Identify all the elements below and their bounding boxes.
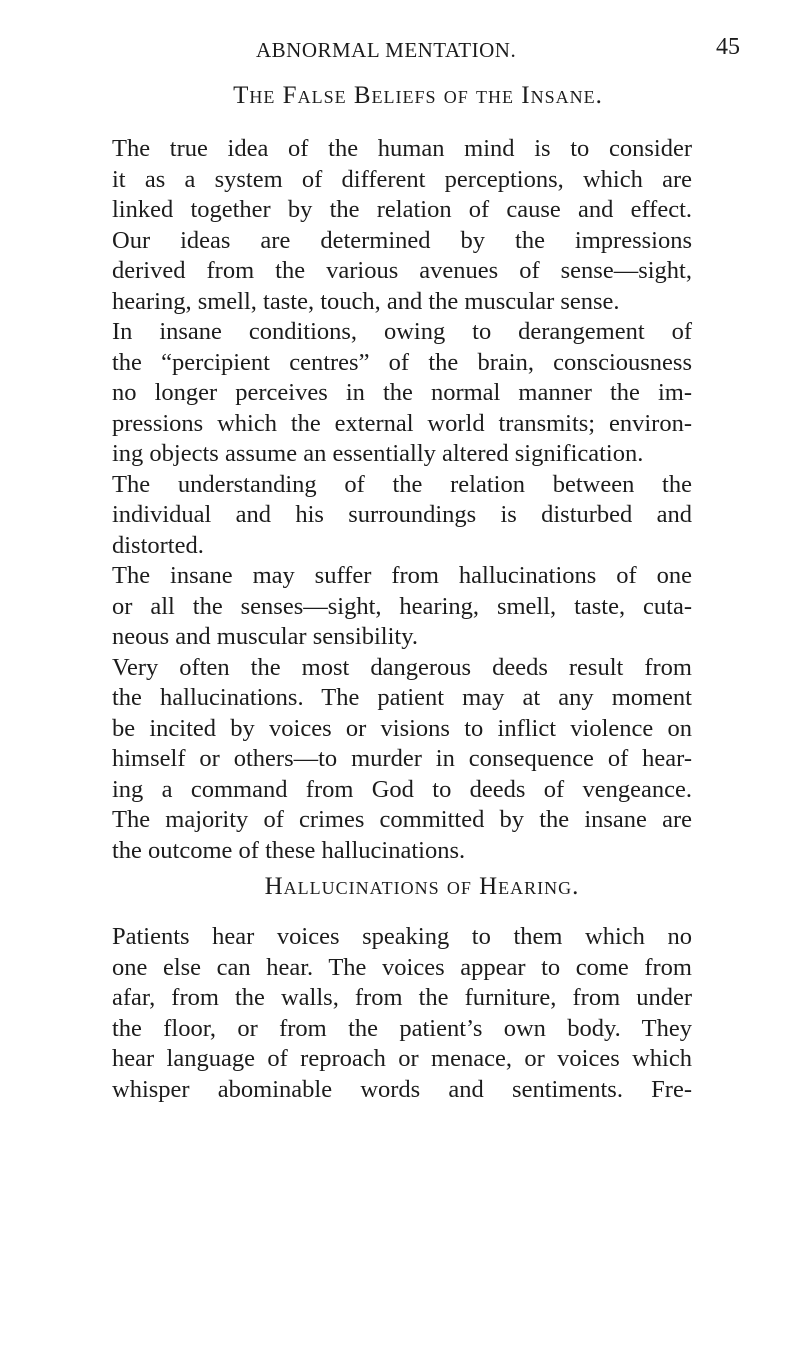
text-line: whisper abominable words and sentiments. Fre- — [112, 1075, 692, 1103]
text-line: distorted. — [112, 531, 204, 559]
text-line: ing objects assume an essentially altered signification. — [112, 440, 644, 467]
text-line: himself or others—to murder in consequence of hear- — [112, 745, 692, 772]
text-line: the hallucinations. The patient may at any moment — [112, 684, 692, 711]
text-line: the “percipient centres” of the brain, consciousness — [112, 348, 692, 376]
text-line: Patients hear voices speaking to them which no — [112, 923, 692, 950]
text-line: The understanding of the relation between the — [112, 470, 692, 498]
text-line: neous and muscular sensibility. — [112, 623, 418, 650]
section-heading-hallucinations-of-hearing: Hallucinations of Hearing. — [264, 873, 580, 900]
text-line: afar, from the walls, from the furniture, from under — [112, 984, 692, 1011]
text-line: hear language of reproach or menace, or voices which — [112, 1045, 692, 1072]
text-line: the outcome of these hallucinations. — [112, 836, 466, 864]
text-line: the floor, or from the patient’s own body. They — [112, 1014, 692, 1042]
text-line: In insane conditions, owing to derangement of — [112, 318, 692, 345]
text-line: Very often the most dangerous deeds result from — [112, 653, 692, 681]
text-line: linked together by the relation of cause and effect. — [112, 196, 692, 223]
text-line: The true idea of the human mind is to consider — [112, 135, 692, 162]
text-line: ing a command from God to deeds of vengeance. — [112, 775, 692, 803]
text-line: The majority of crimes committed by the insane are — [112, 806, 692, 833]
text-line: hearing, smell, taste, touch, and the muscular sense. — [112, 287, 620, 315]
text-line: individual and his surroundings is disturbed and — [112, 501, 692, 528]
text-line: one else can hear. The voices appear to come from — [112, 953, 692, 981]
text-line: Our ideas are determined by the impressions — [112, 226, 692, 254]
running-head: ABNORMAL MENTATION. — [256, 38, 517, 62]
text-line: be incited by voices or visions to inflict violence on — [112, 714, 692, 742]
section-body-false-beliefs — [112, 134, 692, 866]
text-line: The insane may suffer from hallucinations of one — [112, 562, 692, 589]
text-line: it as a system of different perceptions, which are — [112, 165, 692, 193]
text-line: no longer perceives in the normal manner the im- — [112, 379, 692, 406]
section-body-hallucinations-of-hearing — [112, 922, 692, 1105]
page-number: 45 — [716, 34, 740, 60]
text-line: pressions which the external world transmits; environ- — [112, 409, 692, 437]
section-heading-false-beliefs: The False Beliefs of the Insane. — [233, 82, 603, 109]
text-line: derived from the various avenues of sense—sight, — [112, 257, 692, 284]
text-line: or all the senses—sight, hearing, smell, taste, cuta- — [112, 592, 692, 620]
